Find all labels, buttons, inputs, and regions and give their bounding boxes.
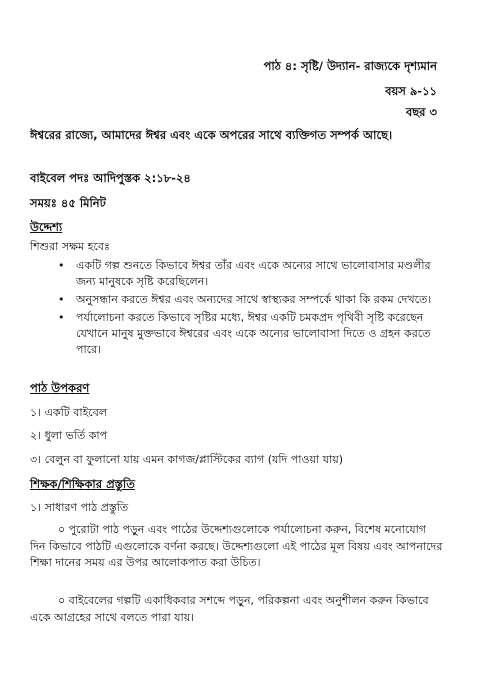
objectives-heading: উদ্দেশ্য bbox=[30, 220, 63, 234]
lesson-title: পাঠ ৪: সৃষ্টি/ উদ্যান- রাজ্যকে দৃশ্যমান bbox=[263, 59, 437, 73]
preparation-paragraph: ০ পুরোটা পাঠ পড়ুন এবং পাঠের উদ্দেশ্যগুলোকে পর্যালোচনা করুন, বিশেষ মনোযোগ দিন কিভাবে পাঠটি এগুলোকে বর্ণনা করছে। উদ্দেশ্যগুলো এই পাঠের মূল বিষয় এবং আপনাদের শিক্ষা দানের সময় এর উপর আলোকপাত করা উচিত। bbox=[30, 523, 443, 569]
objective-text: পর্যালোচনা করতে কিভাবে সৃষ্টির মধ্যে, ঈশ্বর একটি চমকপ্রদ পৃথিবী সৃষ্টি করেছেন যেখানে মানুষ মুক্তভাবে ঈশ্বরের এবং একে অন্যের ভালোবাসা দিতে ও গ্রহন করতে পারে। bbox=[76, 311, 431, 356]
objective-item bbox=[58, 292, 441, 308]
bible-verse: বাইবেল পদঃ আদিপুস্তক ২:১৮-২৪ bbox=[30, 171, 191, 185]
intro-statement: ঈশ্বরের রাজ্যে, আমাদের ঈশ্বর এবং একে অপরের সাথে ব্যক্তিগত সম্পর্ক আছে। bbox=[30, 128, 393, 142]
preparation-paragraph: ০ বাইবেলের গল্পটি একাধিকবার সশব্দে পড়ুন, পরিকল্পনা এবং অনুশীলন করুন কিভাবে একে আগ্রহের সাথে বলতে পারা যায়। bbox=[30, 594, 429, 624]
year-label: বছর ৩ bbox=[405, 105, 437, 119]
general-preparation: ১। সাধারণ পাঠ প্রস্তুতি bbox=[30, 501, 129, 514]
material-item: ৩। বেলুন বা ফুলানো যায় এমন কাগজ/প্লাস্টিকের ব্যাগ (যদি পাওয়া যায়) bbox=[30, 453, 343, 466]
preparation-heading: শিক্ষক/শিক্ষিকার প্রস্তুতি bbox=[30, 477, 135, 491]
materials-heading: পাঠ উপকরণ bbox=[30, 381, 90, 395]
lesson-duration: সময়ঃ ৪৫ মিনিট bbox=[30, 196, 106, 210]
objective-text: একটি গল্প শুনতে কিভাবে ঈশ্বর তাঁর এবং একে অন্যের সাথে ভালোবাসার মণ্ডলীর জন্য মানুষকে সৃষ্টি করেছিলেন। bbox=[76, 259, 431, 288]
bullet-icon: • bbox=[58, 311, 65, 324]
objectives-list bbox=[58, 258, 441, 360]
age-range: বয়স ৯-১১ bbox=[385, 84, 437, 98]
material-item: ২। ধুলা ভর্তি কাপ bbox=[30, 429, 108, 442]
objective-item bbox=[58, 310, 441, 358]
objective-item bbox=[58, 258, 441, 290]
material-item: ১। একটি বাইবেল bbox=[30, 406, 108, 419]
objective-text: অনুসন্ধান করতে ঈশ্বর এবং অন্যদের সাথে স্বাস্থ্যকর সম্পর্কে থাকা কি রকম দেখতে। bbox=[76, 293, 432, 306]
bullet-icon: • bbox=[58, 293, 65, 306]
objectives-lead: শিশুরা সক্ষম হবেঃ bbox=[30, 240, 110, 253]
bullet-icon: • bbox=[58, 259, 65, 272]
